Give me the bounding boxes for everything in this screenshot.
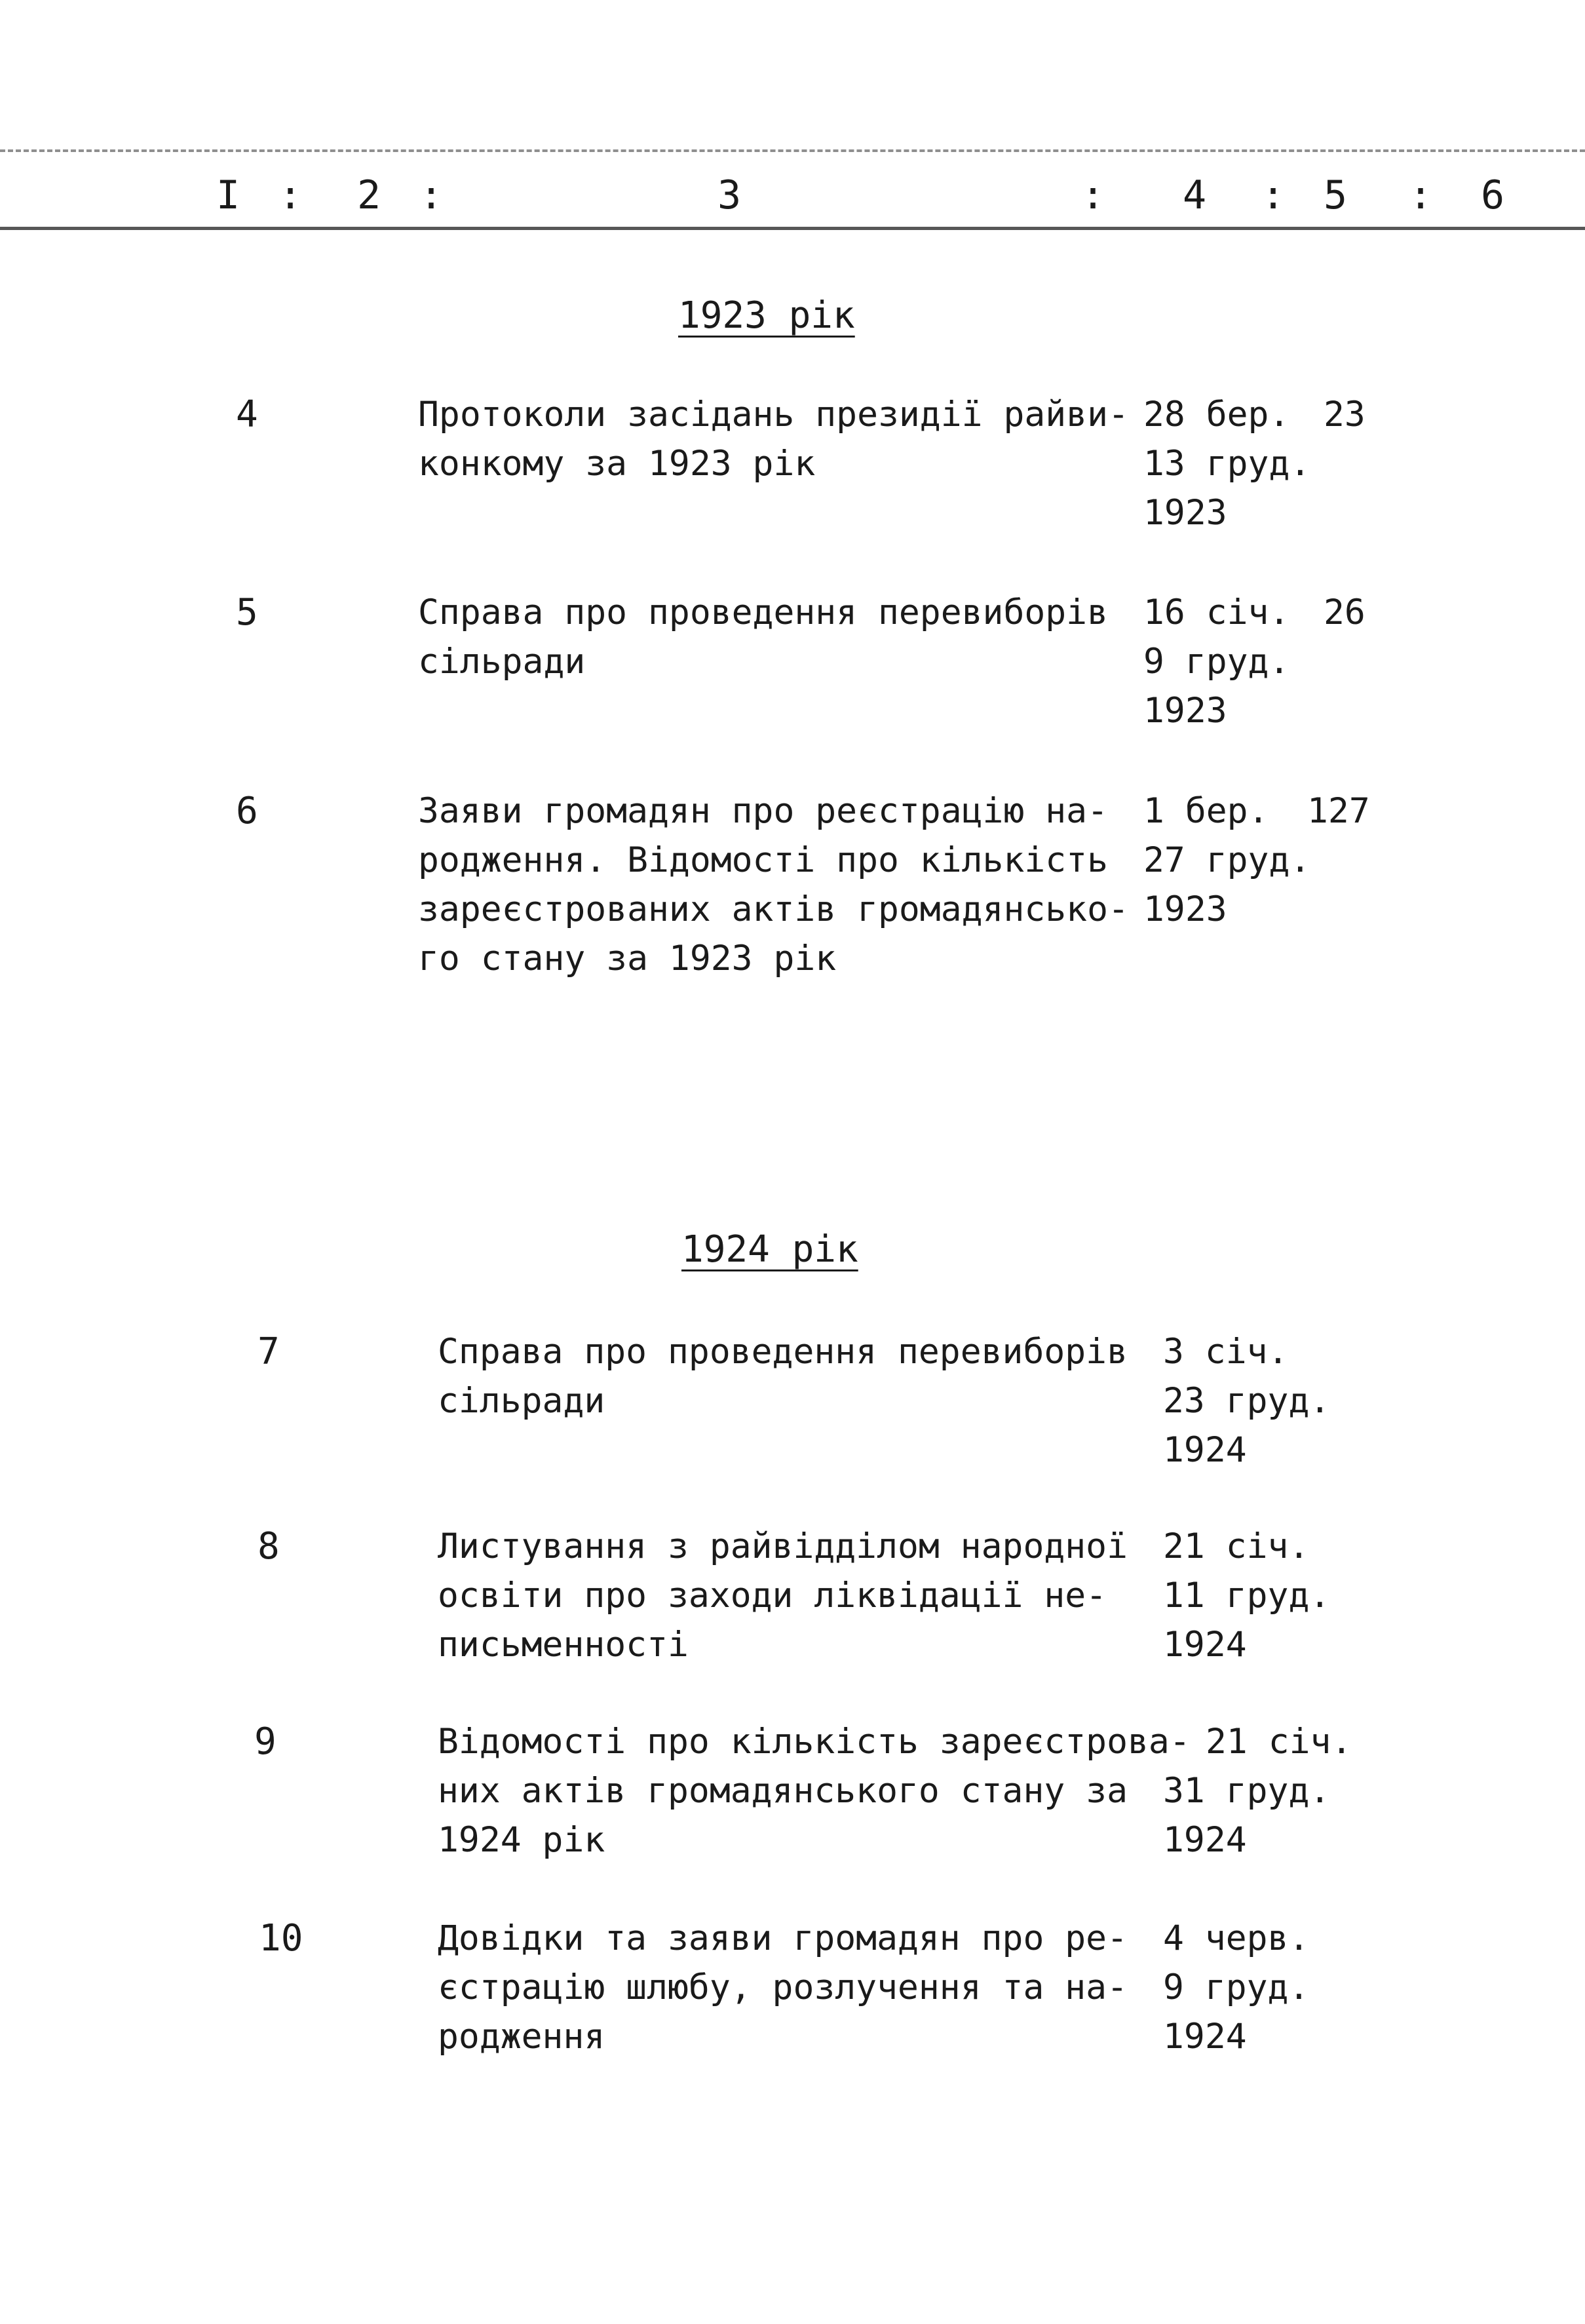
header-col-2: 2 — [357, 172, 381, 218]
entry-number: 10 — [259, 1917, 303, 1960]
entry-title-line: 1924 рік — [438, 1820, 605, 1860]
header-col-3: 3 — [717, 172, 742, 218]
entry-date-line: 28 бер. — [1143, 395, 1290, 435]
entry-title-line: родження. Відомості про кількість — [418, 840, 1108, 880]
entry-date-line: 31 груд. — [1163, 1771, 1331, 1811]
header-col-1: I — [216, 172, 240, 218]
entry-number: 9 — [254, 1720, 277, 1763]
entry-date-line: 1924 — [1163, 1430, 1247, 1470]
header-separator: : — [1081, 172, 1105, 218]
entry-date-line: 9 груд. — [1143, 642, 1290, 682]
entry-date-line: 1923 — [1143, 691, 1227, 731]
header-col-5: 5 — [1324, 172, 1348, 218]
entry-number: 7 — [258, 1330, 280, 1373]
entry-date-line: 9 груд. — [1163, 1967, 1310, 2007]
header-separator: : — [1409, 172, 1433, 218]
entry-title-line: сільради — [418, 642, 586, 682]
section-year-title: 1923 рік — [678, 294, 855, 337]
entry-title-line: зареєстрованих актів громадянсько- — [418, 889, 1129, 929]
entry-title-line: Справа про проведення перевиборів — [438, 1332, 1128, 1372]
entry-date-line: 16 січ. — [1143, 592, 1290, 632]
entry-title-line: Протоколи засідань президії райви- — [418, 395, 1129, 435]
entry-title-line: Листування з райвідділом народної — [438, 1526, 1128, 1566]
entry-date-line: 13 груд. — [1143, 444, 1311, 484]
header-separator: : — [278, 172, 303, 218]
entry-number: 4 — [236, 393, 258, 436]
header-bottom-rule — [0, 227, 1585, 230]
entry-date-line: 11 груд. — [1163, 1576, 1331, 1616]
entry-title-line: Заяви громадян про реєстрацію на- — [418, 791, 1108, 831]
entry-title-line: них актів громадянського стану за — [438, 1771, 1128, 1811]
entry-date-line: 3 січ. — [1163, 1332, 1289, 1372]
entry-date-line: 1924 — [1163, 2017, 1247, 2057]
entry-number: 8 — [258, 1525, 280, 1568]
header-col-6: 6 — [1481, 172, 1505, 218]
entry-date-line: 4 черв. — [1163, 1918, 1310, 1958]
entry-title-line: го стану за 1923 рік — [418, 939, 837, 978]
entry-sheet-count: 26 — [1324, 592, 1365, 632]
entry-number: 5 — [236, 591, 258, 634]
entry-title-line: Справа про проведення перевиборів — [418, 592, 1108, 632]
entry-date-line: 21 січ. — [1163, 1526, 1310, 1566]
entry-date-line: 1923 — [1143, 493, 1227, 533]
header-separator: : — [1261, 172, 1286, 218]
entry-date-line: 1923 — [1143, 889, 1227, 929]
entry-date-line: 21 січ. — [1206, 1722, 1352, 1762]
entry-number: 6 — [236, 790, 258, 832]
section-year-title: 1924 рік — [681, 1228, 858, 1271]
entry-date-line: 1924 — [1163, 1820, 1247, 1860]
entry-date-line: 23 груд. — [1163, 1381, 1331, 1421]
entry-title-line: єстрацію шлюбу, розлучення та на- — [438, 1967, 1128, 2007]
header-col-4: 4 — [1183, 172, 1207, 218]
entry-date-line: 1924 — [1163, 1625, 1247, 1665]
entry-title-line: конкому за 1923 рік — [418, 444, 816, 484]
entry-date-line: 27 груд. — [1143, 840, 1311, 880]
entry-title-line: родження — [438, 2017, 605, 2057]
entry-title-line: Відомості про кількість зареєстрова- — [438, 1722, 1191, 1762]
entry-date-line: 1 бер. — [1143, 791, 1269, 831]
entry-title-line: письменності — [438, 1625, 689, 1665]
header-top-rule — [0, 149, 1585, 152]
header-separator: : — [419, 172, 444, 218]
entry-sheet-count: 23 — [1324, 395, 1365, 435]
entry-title-line: сільради — [438, 1381, 605, 1421]
entry-title-line: освіти про заходи ліквідації не- — [438, 1576, 1107, 1616]
entry-title-line: Довідки та заяви громадян про ре- — [438, 1918, 1128, 1958]
entry-sheet-count: 127 — [1307, 791, 1370, 831]
